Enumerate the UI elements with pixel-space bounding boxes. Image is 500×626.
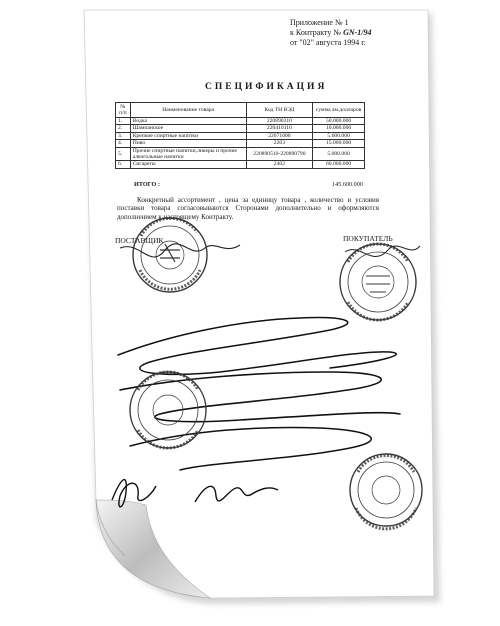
table-row: 2. Шампанское 220410110 10.000.000 bbox=[116, 125, 365, 132]
table-row: 1. Водка 220890310 50.000.000 bbox=[116, 118, 365, 125]
page-title: СПЕЦИФИКАЦИЯ bbox=[205, 82, 328, 92]
table-row: 5. Прочие спиртные напитки,ликеры и прочие алкогольные напитки 220890510-220890790 5.000.000 bbox=[116, 147, 365, 161]
supplier-label: ПОСТАВЩИК bbox=[115, 236, 164, 245]
annex-line-2: к Контракту № GN-1/94 bbox=[290, 28, 372, 37]
header-num: № п/п bbox=[116, 103, 131, 118]
table-header-row bbox=[116, 103, 365, 118]
table-row: 4. Пиво 2203 15.000.000 bbox=[116, 140, 365, 147]
total-label: ИТОГО : bbox=[134, 181, 160, 188]
table-row: 6. Сигареты 2402 60.000.000 bbox=[116, 161, 365, 168]
table-row: 3. Крепкие спиртные напитки 22071000 5.600.000 bbox=[116, 132, 365, 139]
annex-line-3: от "02" августа 1994 г. bbox=[290, 38, 366, 47]
annex-line-1: Приложение № 1 bbox=[290, 18, 349, 27]
specification-table bbox=[115, 102, 365, 169]
header-name: Наименование товара bbox=[130, 103, 246, 118]
terms-paragraph: Конкретный ассортимент , цена за единицу товара , количество и условия поставки товара согласовываются Сторонами дополнительно и оформляются дополнением к настоящему Контракту. bbox=[117, 196, 379, 221]
annex-block bbox=[290, 18, 372, 48]
header-sum: сумма ам.долларов bbox=[313, 103, 365, 118]
header-code: Код ТН ВЭД bbox=[246, 103, 313, 118]
total-value: 145.600.000 bbox=[332, 181, 363, 188]
buyer-label: ПОКУПАТЕЛЬ bbox=[343, 234, 393, 243]
contract-number: GN-1/94 bbox=[343, 28, 372, 37]
